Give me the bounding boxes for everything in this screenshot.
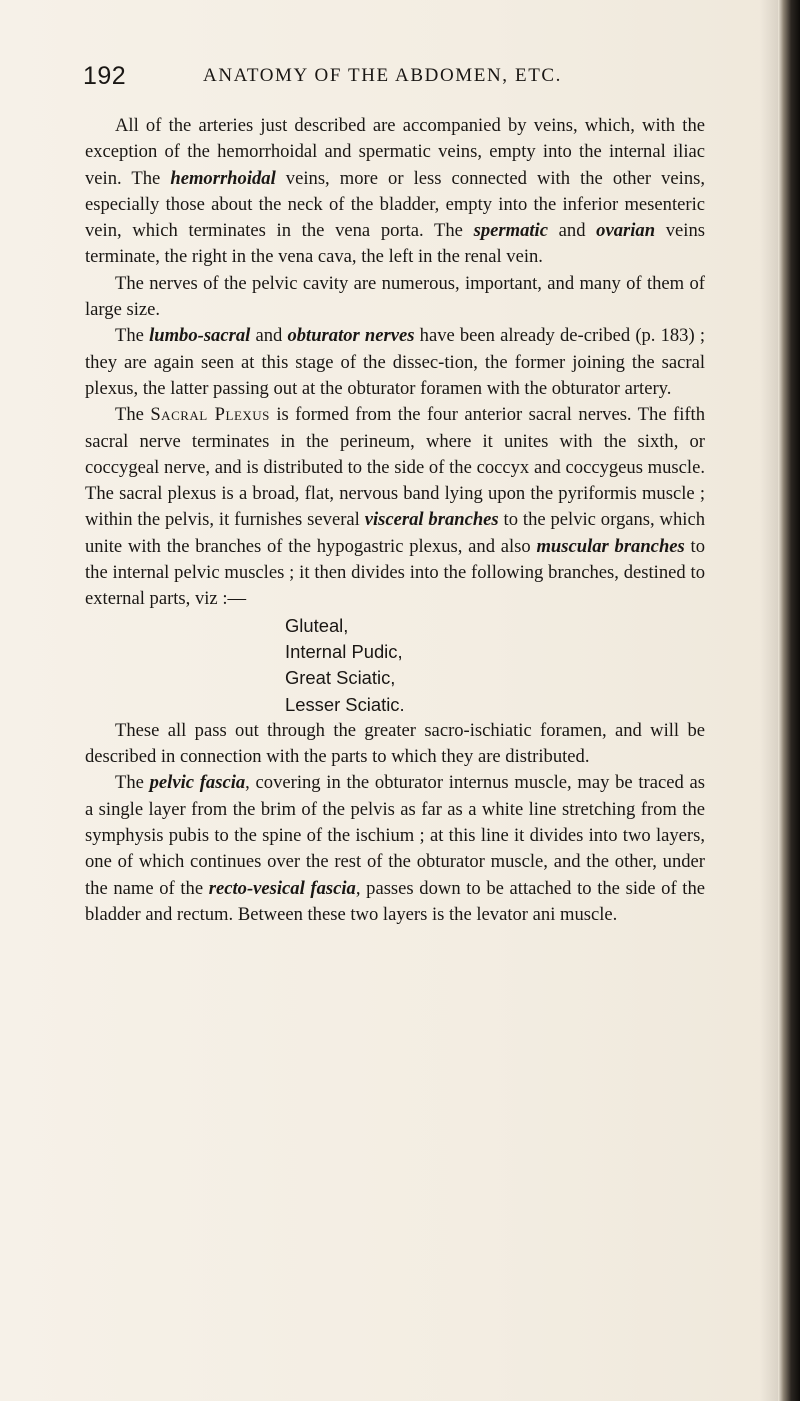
paragraph-veins: All of the arteries just described are accompanied by veins, which, with the exception of the hemorrhoidal and spermatic veins, empty into the internal iliac vein. The hemorrhoidal veins, more or less connected with the other veins, especially those about the neck of the bladder, empty into the inferior mesenteric vein, which terminates in the vena porta. The spermatic and ovarian veins terminate, the right in the vena cava, the left in the renal vein. — [85, 115, 705, 268]
paragraph-pelvic-fascia: The pelvic fascia, covering in the obturator internus muscle, may be traced as a single layer from the brim of the pelvis as far as a white line stretching from the symphysis pubis to the spine of the ischium ; at this line it divides into two layers, one of which continues over the rest of the obturator muscle, and the other, under the name of the recto-vesical fascia, passes down to be attached to the side of the bladder and rectum. Between these two layers is the levator ani muscle. — [85, 772, 706, 925]
page-header — [83, 62, 703, 98]
paragraph-foramen: These all pass out through the greater sacro-ischiatic foramen, and will be described in connection with the parts to which they are distributed. — [85, 719, 705, 768]
binding-shadow — [760, 0, 778, 1401]
paragraph-lumbo-sacral: The lumbo-sacral and obturator nerves have been already de-cribed (p. 183) ; they are again seen at this stage of the dissec-tion, the former joining the sacral plexus, the latter passing out at the obturator foramen with the obturator artery. — [85, 325, 705, 399]
term-recto-vesical-fascia: recto-vesical fascia — [208, 877, 356, 899]
page-number: 192 — [83, 62, 127, 90]
body-text — [85, 113, 705, 928]
list-item: Gluteal, — [285, 614, 349, 636]
paragraph-nerves: The nerves of the pelvic cavity are numerous, important, and many of them of large size. — [85, 272, 705, 321]
term-obturator-nerves: obturator nerves — [287, 325, 415, 347]
term-muscular-branches: muscular branches — [536, 535, 685, 557]
binding-edge — [778, 0, 800, 1401]
term-spermatic: spermatic — [473, 220, 548, 242]
term-pelvic-fascia: pelvic fascia — [149, 772, 246, 794]
paragraph-sacral-plexus: The Sacral Plexus is formed from the four anterior sacral nerves. The fifth sacral nerve terminates in the perineum, where it unites with the sixth, or coccygeal nerve, and is distributed to the side of the coccyx and coccygeus muscle. The sacral plexus is a broad, flat, nervous band lying upon the pyriformis muscle ; within the pelvis, it furnishes several visceral branches to the pelvic organs, which unite with the branches of the hypogastric plexus, and also muscular branches to the internal pelvic muscles ; it then divides into the following branches, destined to external parts, viz :— — [85, 404, 706, 610]
term-visceral-branches: visceral branches — [364, 509, 499, 531]
list-item: Internal Pudic, — [285, 640, 403, 662]
term-sacral-plexus: Sacral Plexus — [150, 404, 270, 426]
running-head: ANATOMY OF THE ABDOMEN, ETC. — [203, 65, 563, 86]
branch-list — [85, 613, 705, 718]
term-hemorrhoidal: hemorrhoidal — [170, 167, 276, 189]
term-lumbo-sacral: lumbo-sacral — [149, 325, 251, 347]
list-item: Lesser Sciatic. — [285, 693, 405, 715]
term-ovarian: ovarian — [596, 220, 656, 242]
list-item: Great Sciatic, — [285, 667, 396, 689]
